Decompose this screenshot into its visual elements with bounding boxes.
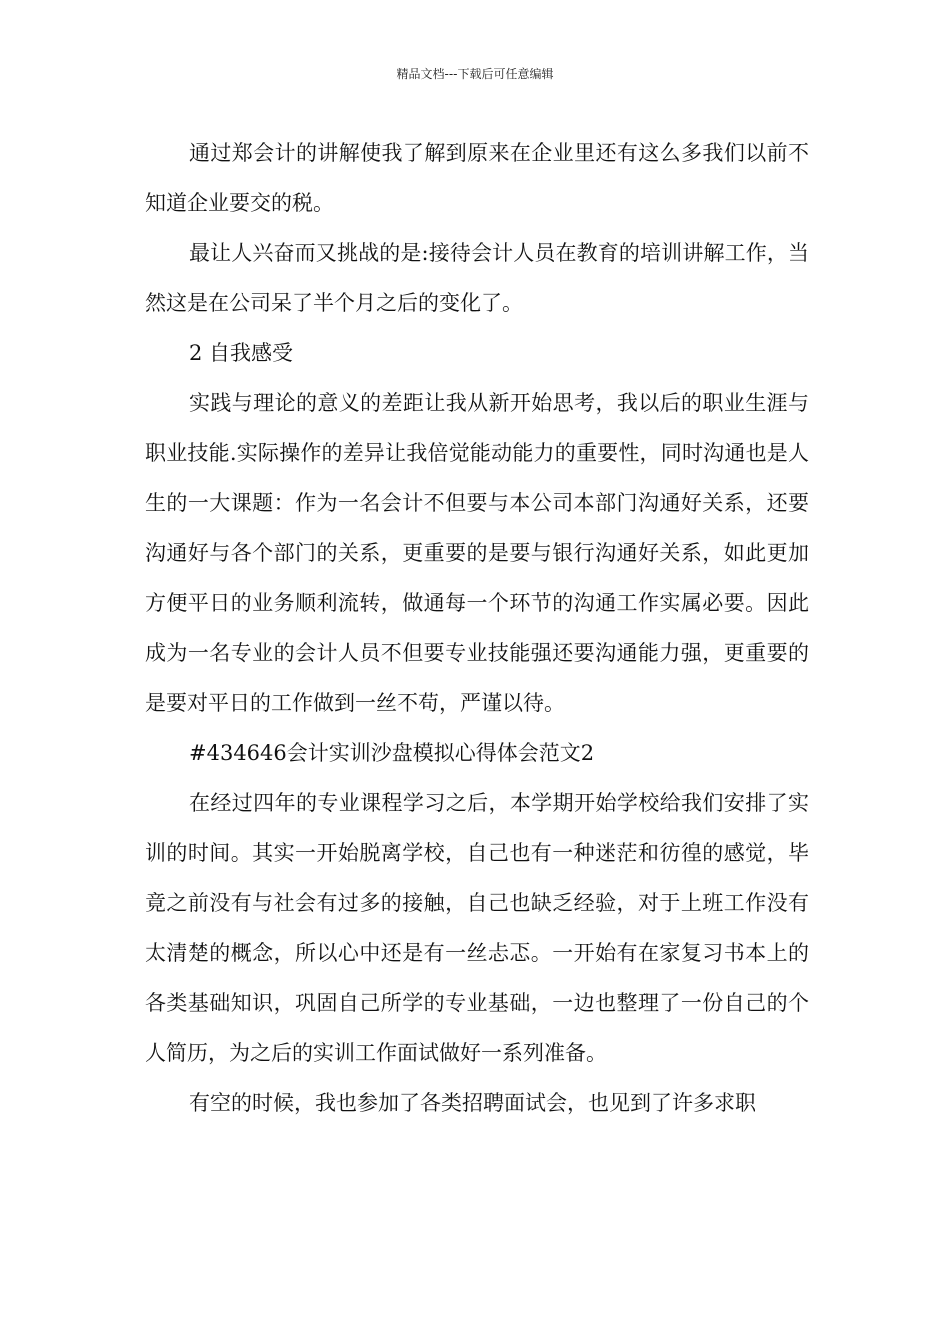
paragraph: 通过郑会计的讲解使我了解到原来在企业里还有这么多我们以前不知道企业要交的税。 [145, 141, 809, 215]
paragraph: 实践与理论的意义的差距让我从新开始思考，我以后的职业生涯与职业技能.实际操作的差异让我倍觉能动能力的重要性，同时沟通也是人生的一大课题：作为一名会计不但要与本公司本部门沟通好关系，还要沟通好与各个部门的关系，更重要的是要与银行沟通好关系，如此更加方便平日的业务顺利流转，做通每一个环节的沟通工作实属必要。因此成为一名专业的会计人员不但要专业技能强还要沟通能力强，更重要的是要对平日的工作做到一丝不苟，严谨以待。 [145, 391, 809, 715]
paragraph: 最让人兴奋而又挑战的是:接待会计人员在教育的培训讲解工作，当然这是在公司呆了半个月之后的变化了。 [145, 241, 809, 315]
section-heading: 2 自我感受 [189, 341, 294, 365]
page-header: 精品文档---下载后可任意编辑 [396, 67, 554, 81]
paragraph: 在经过四年的专业课程学习之后，本学期开始学校给我们安排了实训的时间。其实一开始脱离学校，自己也有一种迷茫和彷徨的感觉，毕竟之前没有与社会有过多的接触，自己也缺乏经验，对于上班工作没有太清楚的概念，所以心中还是有一丝忐忑。一开始有在家复习书本上的各类基础知识，巩固自己所学的专业基础，一边也整理了一份自己的个人简历，为之后的实训工作面试做好一系列准备。 [145, 791, 809, 1065]
document-body [145, 128, 809, 1128]
article-title: #434646会计实训沙盘模拟心得体会范文2 [189, 741, 595, 765]
paragraph: 有空的时候，我也参加了各类招聘面试会，也见到了许多求职 [189, 1091, 756, 1115]
